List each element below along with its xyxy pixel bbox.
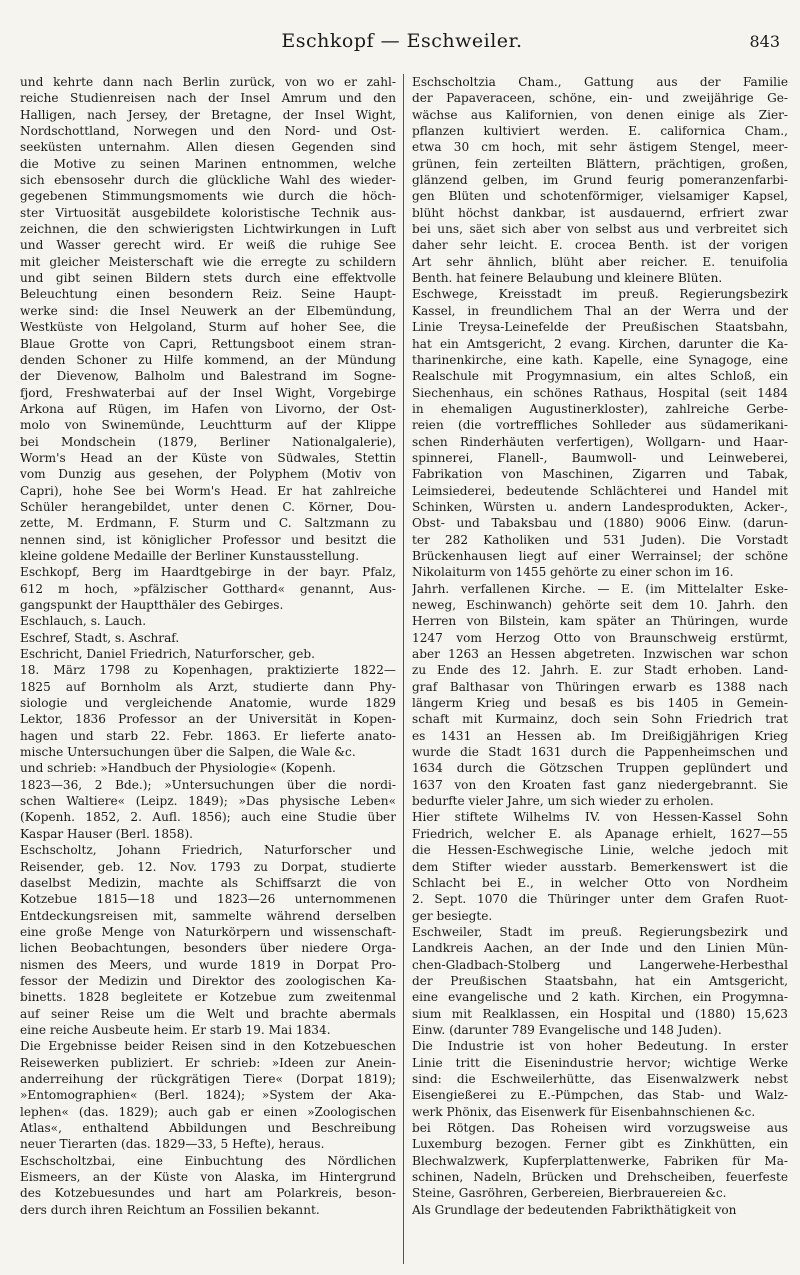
text-line: bei Mondschein (1879, Berliner Nationalgalerie),	[20, 434, 396, 449]
text-line: Eschricht, Daniel Friedrich, Naturforscher, geb.	[20, 647, 315, 662]
text-line: sich ebensosehr durch die glückliche Wahl des wieder-	[20, 173, 396, 188]
text-line: längerm Krieg und besaß es bis 1405 in Gemein-	[412, 696, 788, 711]
text-line: 1825 auf Bornholm als Arzt, studierte dann Phy-	[20, 679, 396, 694]
text-line: bedurfte vieler Jahre, um sich wieder zu erholen.	[412, 794, 714, 809]
text-line: Friedrich, welcher E. als Apanage erhielt, 1627—55	[412, 826, 788, 841]
text-line: schinen, Nadeln, Brücken und Drehscheiben, feuerfeste	[412, 1170, 788, 1185]
text-line: Atlas«, enthaltend Abbildungen und Beschreibung	[20, 1121, 396, 1135]
text-line: nennen sind, ist königlicher Professor und besitzt die	[20, 532, 396, 547]
text-line: eine große Menge von Naturkörpern und wissenschaft-	[20, 924, 396, 939]
text-line: zu Ende des 12. Jahrh. E. zur Stadt erhoben. Land-	[412, 663, 788, 678]
text-line: reiche Studienreisen nach der Insel Amrum und den	[20, 91, 396, 106]
text-line: Lektor, 1836 Professor an der Universität in Kopen-	[20, 712, 396, 727]
text-line: Eschscholtz, Johann Friedrich, Naturforscher und	[20, 843, 396, 858]
text-line: Steine, Gasröhren, Gerbereien, Bierbrauereien &c.	[412, 1186, 727, 1201]
text-line: 1637 von den Kroaten fast ganz niedergebrannt. Sie	[412, 777, 788, 792]
text-line: zette, M. Erdmann, F. Sturm und C. Saltzmann zu	[20, 516, 396, 531]
text-line: Die Industrie ist von hoher Bedeutung. In erster	[412, 1039, 788, 1054]
text-line: werk Phönix, das Eisenwerk für Eisenbahnschienen &c.	[412, 1104, 756, 1119]
text-line: dem Stifter wieder ausstarb. Bemerkenswert ist die	[412, 859, 788, 874]
text-line: Eschlauch, s. Lauch.	[20, 614, 147, 629]
text-line: Obst- und Tabaksbau und (1880) 9006 Einw. (darun-	[412, 516, 788, 531]
text-line: fessor der Medizin und Direktor des zoologischen Ka-	[20, 973, 396, 988]
text-line: Benth. hat feinere Belaubung und kleinere Blüten.	[412, 271, 723, 286]
text-line: Eschref, Stadt, s. Aschraf.	[20, 630, 180, 645]
text-line: Eschscholtzia Cham., Gattung aus der Familie	[412, 75, 788, 89]
text-line: 1247 vom Herzog Otto von Braunschweig erstürmt,	[412, 630, 788, 645]
text-line: Eschscholtzbai, eine Einbuchtung des Nördlichen	[20, 1153, 396, 1168]
text-line: gen Blüten und schotenförmiger, vielsamiger Kapsel,	[412, 189, 788, 204]
text-line: eine reiche Ausbeute heim. Er starb 19. Mai 1834.	[20, 1022, 331, 1037]
text-line: Eismeers, an der Küste von Alaska, im Hintergrund	[20, 1170, 396, 1185]
text-line: zeichnen, die den schwierigsten Lichtwirkungen in Luft	[20, 222, 396, 237]
text-line: bei Rötgen. Das Roheisen wird vorzugsweise aus	[412, 1121, 788, 1135]
text-line: pflanzen kultiviert werden. E. californica Cham.,	[412, 124, 788, 139]
text-line: Kotzebue 1815—18 und 1823—26 unternommenen	[20, 892, 396, 907]
text-line: Landkreis Aachen, an der Inde und den Linien Mün-	[412, 941, 788, 956]
text-line: Hier stiftete Wilhelms IV. von Hessen-Kassel Sohn	[412, 810, 788, 825]
text-line: ster Virtuosität ausgebildete koloristische Technik aus-	[20, 205, 396, 220]
text-line: Kaspar Hauser (Berl. 1858).	[20, 826, 194, 841]
text-line: chen-Gladbach-Stolberg und Langerwehe-Herbesthal	[412, 957, 788, 972]
text-line: schen Waltiere« (Leipz. 1849); »Das physische Leben«	[20, 794, 396, 809]
text-line: Siechenhaus, ein schönes Rathaus, Hospital (seit 1484	[412, 385, 788, 400]
text-line: Westküste von Helgoland, Sturm auf hoher See, die	[20, 320, 396, 335]
text-line: schen Rinderhäuten verfertigen), Wollgarn- und Haar-	[412, 434, 788, 449]
text-line: sind: die Eschweilerhütte, das Eisenwalzwerk nebst	[412, 1071, 788, 1086]
text-line: Brückenhausen liegt auf einer Werrainsel; der schöne	[412, 548, 788, 563]
text-line: Blechwalzwerk, Kupferplattenwerke, Fabriken für Ma-	[412, 1153, 788, 1168]
text-line: reien (die vortreffliches Sohlleder aus südamerikani-	[412, 418, 788, 433]
text-line: aber 1263 an Hessen abgetreten. Inzwischen war schon	[412, 647, 788, 662]
right-column	[412, 74, 788, 1218]
text-line: und gibt seinen Bildern stets durch eine effektvolle	[20, 271, 396, 286]
text-line: (Kopenh. 1852, 2. Aufl. 1856); auch eine Studie über	[20, 810, 396, 825]
text-line: der Papaveraceen, schöne, ein- und zweijährige Ge-	[412, 91, 788, 106]
text-line: Als Grundlage der bedeutenden Fabrikthätigkeit von	[412, 1202, 737, 1217]
text-line: Luxemburg bezogen. Ferner gibt es Zinkhütten, ein	[412, 1137, 788, 1152]
text-line: graf Balthasar von Thüringen erwarb es 1388 nach	[412, 679, 788, 694]
text-line: Art sehr ähnlich, blüht aber reicher. E. tenuifolia	[412, 254, 788, 269]
text-line: sium mit Realklassen, ein Hospital und (1880) 15,623	[412, 1006, 788, 1021]
text-line: denden Schoner zu Hilfe kommend, an der Mündung	[20, 352, 396, 367]
text-line: tharinenkirche, eine kath. Kapelle, eine Synagoge, eine	[412, 352, 788, 367]
text-line: ders durch ihren Reichtum an Fossilien bekannt.	[20, 1202, 320, 1217]
text-line: lephen« (das. 1829); auch gab er einen »Zoologischen	[20, 1104, 396, 1119]
text-line: glänzend gelben, im Grund feurig pomeranzenfarbi-	[412, 173, 788, 188]
text-line: Leimsiederei, bedeutende Schlächterei und Handel mit	[412, 483, 788, 498]
text-line: ter 282 Katholiken und 531 Juden). Die Vorstadt	[412, 532, 788, 547]
text-line: Reisender, geb. 12. Nov. 1793 zu Dorpat, studierte	[20, 859, 396, 874]
text-line: der Dievenow, Balholm und Balestrand im Sogne-	[20, 369, 396, 384]
text-line: »Entomographien« (Berl. 1824); »System der Aka-	[20, 1088, 396, 1103]
text-line: Schüler herangebildet, unter denen C. Körner, Dou-	[20, 499, 396, 514]
text-line: Nordschottland, Norwegen und den Nord- und Ost-	[20, 124, 396, 139]
text-line: bei uns, säet sich aber von selbst aus und verbreitet sich	[412, 222, 788, 237]
text-line: die Motive zu seinen Marinen entnommen, welche	[20, 156, 396, 171]
text-line: Schlacht bei E., in welcher Otto von Nordheim	[412, 875, 788, 890]
text-line: Einw. (darunter 789 Evangelische und 148 Juden).	[412, 1022, 722, 1037]
text-line: Eisengießerei zu E.-Pümpchen, das Stab- und Walz-	[412, 1088, 788, 1103]
text-line: gegebenen Stimmungsmoments wie durch die höch-	[20, 189, 396, 204]
text-line: ger besiegte.	[412, 908, 493, 923]
text-line: lichen Beobachtungen, besonders über niedere Orga-	[20, 941, 396, 956]
text-line: Eschwege, Kreisstadt im preuß. Regierungsbezirk	[412, 287, 788, 302]
text-line: Herren von Bilstein, kam später an Thüringen, wurde	[412, 614, 788, 629]
column-divider	[403, 74, 404, 1264]
text-line: in ehemaligen Augustinerkloster), zahlreiche Gerbe-	[412, 401, 788, 416]
running-title: Eschkopf — Eschweiler.	[281, 30, 523, 52]
text-line: die Hessen-Eschwegische Linie, welche jedoch mit	[412, 843, 788, 858]
text-line: auf seiner Reise um die Welt und brachte abermals	[20, 1006, 396, 1021]
text-line: nismen des Meers, und wurde 1819 in Dorpat Pro-	[20, 957, 396, 972]
text-line: gangspunkt der Hauptthäler des Gebirges.	[20, 598, 284, 612]
text-line: Linie tritt die Eisenindustrie hervor; wichtige Werke	[412, 1055, 788, 1070]
text-line: daher sehr leicht. E. crocea Benth. ist der vorigen	[412, 238, 788, 253]
text-line: vom Dunzig aus gesehen, der Polyphem (Motiv von	[20, 467, 396, 482]
text-line: etwa 30 cm hoch, mit sehr ästigem Stengel, meer-	[412, 140, 788, 155]
text-line: 1634 durch die Götzschen Truppen geplündert und	[412, 761, 788, 776]
text-line: und kehrte dann nach Berlin zurück, von wo er zahl-	[20, 75, 396, 89]
text-line: molo von Swinemünde, Leuchtturm auf der Klippe	[20, 418, 396, 433]
text-line: Beleuchtung einen besondern Reiz. Seine Haupt-	[20, 287, 396, 302]
text-line: mit gleicher Meisterschaft wie die erregte zu schildern	[20, 254, 396, 269]
text-line: Eschweiler, Stadt im preuß. Regierungsbezirk und	[412, 924, 788, 939]
text-line: Jahrh. verfallenen Kirche. — E. (im Mittelalter Eske-	[412, 581, 788, 596]
text-line: Halligen, nach Jersey, der Bretagne, der Insel Wight,	[20, 107, 396, 122]
text-line: 18. März 1798 zu Kopenhagen, praktizierte 1822—	[20, 663, 396, 678]
text-line: kleine goldene Medaille der Berliner Kunstausstellung.	[20, 548, 360, 563]
text-line: seeküsten unternahm. Allen diesen Gegenden sind	[20, 140, 396, 155]
text-line: und schrieb: »Handbuch der Physiologie« (Kopenh.	[20, 761, 336, 776]
text-line: Entdeckungsreisen mit, sammelte während derselben	[20, 908, 396, 923]
text-line: Fabrikation von Maschinen, Zigarren und Tabak,	[412, 467, 788, 482]
text-line: Arkona auf Rügen, im Hafen von Livorno, der Ost-	[20, 401, 396, 416]
text-line: binetts. 1828 begleitete er Kotzebue zum zweitenmal	[20, 990, 396, 1005]
page-number: 843	[749, 32, 780, 51]
text-line: Realschule mit Progymnasium, ein altes Schloß, ein	[412, 369, 788, 384]
text-line: hat ein Amtsgericht, 2 evang. Kirchen, darunter die Ka-	[412, 336, 788, 351]
text-line: 2. Sept. 1070 die Thüringer unter dem Grafen Ruot-	[412, 892, 788, 907]
text-line: Kassel, in freundlichem Thal an der Werra und der	[412, 303, 788, 318]
text-line: werke sind: die Insel Neuwerk an der Elbemündung,	[20, 303, 396, 318]
text-line: des Kotzebuesundes und hart am Polarkreis, beson-	[20, 1186, 396, 1201]
text-line: siologie und vergleichende Anatomie, wurde 1829	[20, 696, 396, 711]
text-line: es 1431 an Hessen ab. Im Dreißigjährigen Krieg	[412, 728, 788, 743]
text-line: daselbst Medizin, machte als Schiffsarzt die von	[20, 875, 396, 890]
text-line: mische Untersuchungen über die Salpen, die Wale &c.	[20, 745, 356, 760]
text-line: schaft mit Kurmainz, doch sein Sohn Friedrich trat	[412, 712, 788, 727]
text-line: grünen, fein zerteilten Blättern, prächtigen, großen,	[412, 156, 788, 171]
text-line: Eschkopf, Berg im Haardtgebirge in der bayr. Pfalz,	[20, 565, 396, 580]
text-line: Blaue Grotte von Capri, Rettungsboot einem stran-	[20, 336, 396, 351]
text-line: hagen und starb 22. Febr. 1863. Er lieferte anato-	[20, 728, 396, 743]
text-line: Capri), hohe See bei Worm's Head. Er hat zahlreiche	[20, 483, 396, 498]
text-line: 612 m hoch, »pfälzischer Gotthard« genannt, Aus-	[20, 581, 396, 596]
text-line: fjord, Freshwaterbai auf der Insel Wight, Vorgebirge	[20, 385, 396, 400]
text-line: Die Ergebnisse beider Reisen sind in den Kotzebueschen	[20, 1039, 396, 1054]
text-line: und Wasser gerecht wird. Er weiß die ruhige See	[20, 238, 396, 253]
text-line: Reisewerken publiziert. Er schrieb: »Ideen zur Anein-	[20, 1055, 396, 1070]
text-line: eine evangelische und 2 kath. Kirchen, ein Progymna-	[412, 990, 788, 1005]
text-line: Nikolaiturm von 1455 gehörte zu einer schon im 16.	[412, 565, 734, 580]
text-line: wächse aus Kalifornien, von denen einige als Zier-	[412, 107, 788, 122]
text-line: neweg, Eschinwanch) gehörte seit dem 10. Jahrh. den	[412, 598, 788, 612]
text-line: Linie Treysa-Leinefelde der Preußischen Staatsbahn,	[412, 320, 788, 335]
text-line: Schinken, Würsten u. andern Landesprodukten, Acker-,	[412, 499, 788, 514]
text-line: neuer Tierarten (das. 1829—33, 5 Hefte), heraus.	[20, 1137, 325, 1152]
running-header	[18, 30, 786, 60]
left-column	[20, 74, 396, 1218]
text-line: wurde die Stadt 1631 durch die Pappenheimschen und	[412, 745, 788, 760]
text-line: der Preußischen Staatsbahn, hat ein Amtsgericht,	[412, 973, 788, 988]
text-line: Worm's Head an der Küste von Südwales, Stettin	[20, 450, 396, 465]
text-line: blüht höchst dankbar, ist ausdauernd, erfriert zwar	[412, 205, 788, 220]
text-line: spinnerei, Flanell-, Baumwoll- und Leinweberei,	[412, 450, 788, 465]
text-line: anderreihung der rückgrätigen Tiere« (Dorpat 1819);	[20, 1071, 396, 1086]
text-line: 1823—36, 2 Bde.); »Untersuchungen über die nordi-	[20, 777, 396, 792]
